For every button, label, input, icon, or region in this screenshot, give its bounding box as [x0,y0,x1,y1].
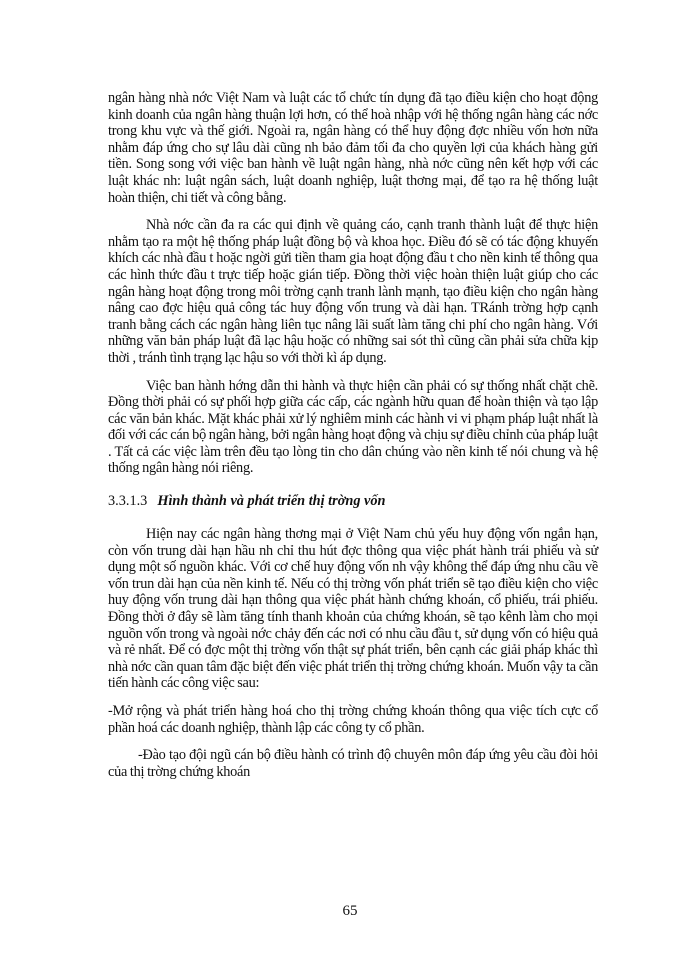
document-page [108,90,598,791]
list-item-train-staff: -Đào tạo đội ngũ cán bộ điều hành có trình độ chuyên môn đáp ứng yêu cầu đòi hỏi của thị trờng chứng khoán [108,747,598,780]
section-number: 3.3.1.3 [108,493,148,510]
paragraph-implementation-guidance: Việc ban hành hớng dẫn thi hành và thực hiện cần phải có sự thống nhất chặt chẽ. Đồng thời phải có sự phối hợp giữa các cấp, các ngành hữu quan để hoàn thiện và tạo lập các văn bản khác. Mặt khác phải xử lý nghiêm minh các hành vi vi phạm pháp luật nhất là đối với các cán bộ ngân hàng, bởi ngân hàng hoạt động và chịu sự điều chỉnh của pháp luật . Tất cả các việc làm trên đều tạo lòng tin cho dân chúng vào nền kinh tế nói chung và hệ thống ngân hàng nói riêng. [108,377,598,477]
paragraph-competition-regulation: Nhà nớc cần đa ra các qui định về quảng cáo, cạnh tranh thành luật để thực hiện nhằm tạo ra một hệ thống pháp luật đồng bộ và khoa học. Điều đó sẽ có tác động khuyến khích các nhà đầu t hoặc ngời gửi tiền tham gia hoạt động đầu t cho nền kinh tế thông qua các hình thức đầu t trực tiếp hoặc gián tiếp. Đồng thời việc hoàn thiện luật giúp cho các ngân hàng hoạt động trong môi trờng cạnh tranh lành mạnh, tạo điều kiện cho ngân hàng nâng cao đợc hiệu quả công tác huy động vốn trung và dài hạn. TRánh trờng hợp cạnh tranh bằng cách các ngân hàng liên tục nâng lãi suất làm tăng chi phí cho ngân hàng. Với những văn bản pháp luật đã lạc hậu hoặc có những sai sót thì cũng cần phải sửa chữa kịp thời , tránh tình trạng lạc hậu so với thời kì áp dụng. [108,217,598,366]
paragraph-banking-law: ngân hàng nhà nớc Việt Nam và luật các tổ chức tín dụng đã tạo điều kiện cho hoạt động kinh doanh của ngân hàng thuận lợi hơn, có thể hoà nhập với hệ thống ngân hàng các nớc trong khu vực và thế giới. Ngoài ra, ngân hàng có thể huy động đợc nhiều vốn hơn nữa nhằm đáp ứng cho sự lâu dài cũng nh bảo đảm tối đa cho quyền lợi của khách hàng gửi tiền. Song song với việc ban hành về luật ngân hàng, nhà nớc cũng nên kết hợp với các luật khác nh: luật ngân sách, luật doanh nghiệp, luật thơng mại, để tạo ra hệ thống luật hoàn thiện, chi tiết và công bằng. [108,90,598,206]
section-heading [108,493,598,510]
paragraph-capital-market: Hiện nay các ngân hàng thơng mại ở Việt Nam chủ yếu huy động vốn ngắn hạn, còn vốn trung dài hạn hầu nh chỉ thu hút đợc thông qua việc phát hành trái phiếu và sử dụng một số nguồn khác. Với cơ chế huy động vốn nh vậy không thể đáp ứng nhu cầu về vốn trun dài hạn của nền kinh tế. Nếu có thị trờng vốn phát triển sẽ tạo điều kiện cho việc huy động vốn trung dài hạn thông qua việc phát hành chứng khoán, cổ phiếu, trái phiếu. Đồng thời ở đây sẽ làm tăng tính thanh khoản của chứng khoán, sẽ tạo kênh làm cho mọi nguồn vốn trong và ngoài nớc chảy đến các nơi có nhu cầu đầu t, sử dụng vốn có hiệu quả và rẻ nhất. Để có đợc một thị trờng vốn thật sự phát triển, bên cạnh các giải pháp khác thì nhà nớc cần quan tâm đặc biệt đến việc phát triển thị trờng chứng khoán. Muốn vậy ta cần tiến hành các công việc sau: [108,526,598,692]
section-title: Hình thành và phát triển thị trờng vốn [157,493,386,510]
page-number: 65 [342,903,358,919]
list-item-expand-securities: -Mở rộng và phát triển hàng hoá cho thị trờng chứng khoán thông qua việc tích cực cổ phần hoá các doanh nghiệp, thành lập các công ty cổ phần. [108,703,598,736]
